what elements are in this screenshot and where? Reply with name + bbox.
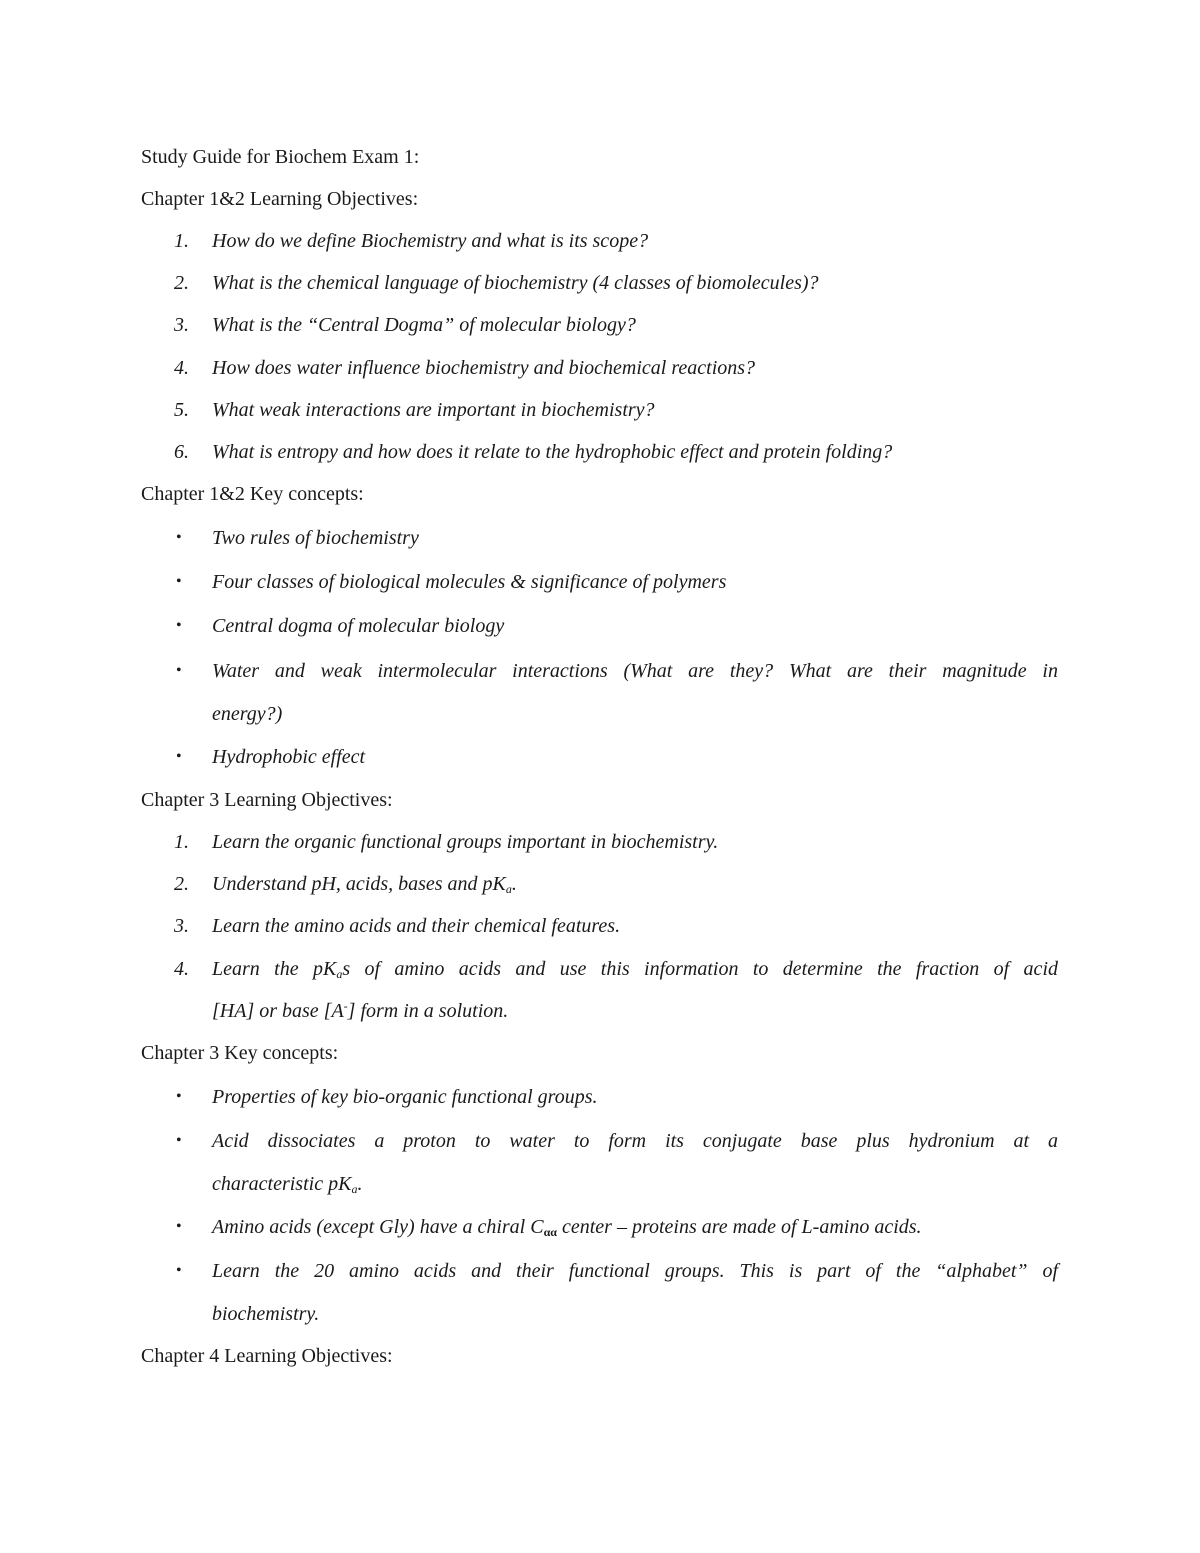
concept-item-continued: biochemistry. xyxy=(212,1303,320,1325)
bullet-marker: • xyxy=(176,1088,182,1105)
section-heading: Chapter 3 Key concepts: xyxy=(141,1042,339,1064)
text-run: s of amino acids and use this information to determine the fraction of acid xyxy=(342,958,1058,980)
list-marker: 2. xyxy=(174,272,189,294)
bullet-marker: • xyxy=(176,529,182,546)
concept-item: Four classes of biological molecules & significance of polymers xyxy=(212,571,727,593)
bullet-marker: • xyxy=(176,573,182,590)
section-heading: Chapter 1&2 Key concepts: xyxy=(141,483,364,505)
concept-item-continued: energy?) xyxy=(212,703,283,725)
bullet-marker: • xyxy=(176,1218,182,1235)
objective-item: How do we define Biochemistry and what is its scope? xyxy=(212,230,649,252)
subscript: a xyxy=(336,967,343,981)
text-run: . xyxy=(357,1173,363,1195)
list-marker: 4. xyxy=(174,357,189,379)
concept-item: Learn the 20 amino acids and their functional groups. This is part of the “alphabet” of xyxy=(212,1260,1058,1282)
text-run: . xyxy=(511,873,517,895)
bullet-marker: • xyxy=(176,662,182,679)
list-marker: 1. xyxy=(174,831,189,853)
list-marker: 5. xyxy=(174,399,189,421)
list-marker: 3. xyxy=(174,915,189,937)
text-run: center – proteins are made of L-amino acids. xyxy=(556,1216,922,1238)
list-marker: 6. xyxy=(174,441,189,463)
objective-item: Learn the organic functional groups important in biochemistry. xyxy=(212,831,719,853)
list-marker: 3. xyxy=(174,314,189,336)
objective-item: What is entropy and how does it relate to the hydrophobic effect and protein folding? xyxy=(212,441,893,463)
objective-item: What is the “Central Dogma” of molecular biology? xyxy=(212,314,636,336)
subscript: a xyxy=(505,882,512,896)
bullet-marker: • xyxy=(176,617,182,634)
objective-item-continued xyxy=(212,999,508,1023)
subscript: αα xyxy=(543,1225,557,1239)
objective-item xyxy=(212,872,517,896)
objective-item xyxy=(212,957,1058,981)
concept-item: Water and weak intermolecular interactions (What are they? What are their magnitude in xyxy=(212,660,1058,682)
text-run: ] form in a solution. xyxy=(347,1000,509,1022)
concept-item xyxy=(212,1215,922,1239)
text-run: Understand pH, acids, bases and pK xyxy=(212,873,506,895)
document-title: Study Guide for Biochem Exam 1: xyxy=(141,146,420,168)
list-marker: 2. xyxy=(174,873,189,895)
concept-item: Acid dissociates a proton to water to form its conjugate base plus hydronium at a xyxy=(212,1130,1058,1152)
objective-item: What weak interactions are important in biochemistry? xyxy=(212,399,655,421)
text-run: Learn the pK xyxy=(212,958,337,980)
bullet-marker: • xyxy=(176,1262,182,1279)
objective-item: How does water influence biochemistry and biochemical reactions? xyxy=(212,357,756,379)
concept-item: Central dogma of molecular biology xyxy=(212,615,505,637)
concept-item-continued xyxy=(212,1172,362,1196)
bullet-marker: • xyxy=(176,1132,182,1149)
text-run: [HA] or base [A xyxy=(212,1000,344,1022)
section-heading: Chapter 4 Learning Objectives: xyxy=(141,1345,393,1367)
concept-item: Hydrophobic effect xyxy=(212,746,366,768)
concept-item: Properties of key bio-organic functional groups. xyxy=(212,1086,598,1108)
section-heading: Chapter 1&2 Learning Objectives: xyxy=(141,188,419,210)
bullet-marker: • xyxy=(176,748,182,765)
text-run: Amino acids (except Gly) have a chiral C xyxy=(212,1216,544,1238)
list-marker: 4. xyxy=(174,958,189,980)
concept-item: Two rules of biochemistry xyxy=(212,527,419,549)
subscript: a xyxy=(351,1182,358,1196)
section-heading: Chapter 3 Learning Objectives: xyxy=(141,789,393,811)
text-run: characteristic pK xyxy=(212,1173,352,1195)
list-marker: 1. xyxy=(174,230,189,252)
objective-item: What is the chemical language of biochemistry (4 classes of biomolecules)? xyxy=(212,272,819,294)
superscript: - xyxy=(343,999,348,1013)
objective-item: Learn the amino acids and their chemical features. xyxy=(212,915,621,937)
